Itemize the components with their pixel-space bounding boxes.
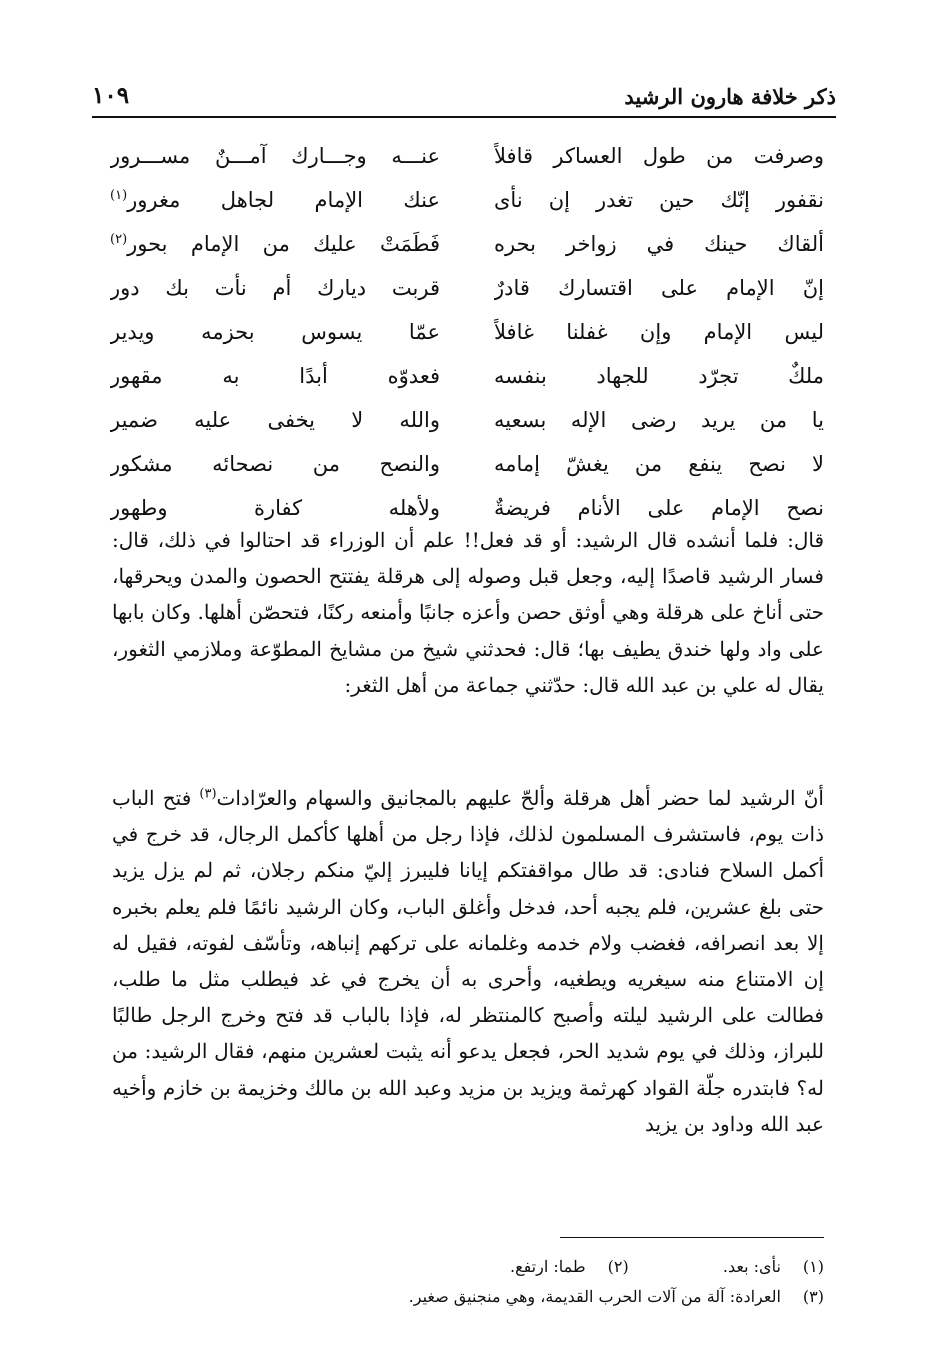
verse-first-hemistich: إنّ الإمام على اقتسارك قادرٌ: [494, 276, 824, 300]
footnote-text: طما: ارتفع.: [509, 1257, 586, 1276]
verse-second-hemistich: فعدوّه أبدًا به مقهور: [110, 364, 440, 388]
running-header: [92, 78, 836, 118]
poem: [110, 136, 824, 532]
verse-second-hemistich: قربت ديارك أم نأت بك دور: [110, 276, 440, 300]
footnote-number: (١): [802, 1257, 824, 1276]
footnote-text: العرادة: آلة من آلات الحرب القديمة، وهي منجنيق صغير.: [408, 1287, 781, 1306]
verse: [110, 224, 824, 268]
verse-second-hemistich: عمّا يسوس بحزمه ويدير: [110, 320, 440, 344]
verse-first-hemistich: وصرفت من طول العساكر قافلاً: [494, 144, 824, 168]
verse-first-hemistich: يا من يريد رضى الإله بسعيه: [494, 408, 824, 432]
verse-first-hemistich: نصح الإمام على الأنام فريضةٌ: [494, 496, 824, 520]
footnote-line: [112, 1252, 824, 1282]
verse: [110, 312, 824, 356]
paragraph: قال: فلما أنشده قال الرشيد: أو قد فعل!! علم أن الوزراء قد احتالوا في ذلك، قال: فسار الرشيد قاصدًا إليه، وجعل قبل وصوله إلى هرقلة يفتتح الحصون والمدن ويحرقها، حتى أناخ على هرقلة وهي أوثق حصن وأعزه جانبًا وأمنعه ركنًا، فتحصّن أهلها. وكان بابها على واد ولها خندق يطيف بها؛ قال: فحدثني شيخ من مشايخ المطوّعة وملازمي الثغور، يقال له علي بن عبد الله قال: حدّثني جماعة من أهل الثغر:: [112, 528, 824, 697]
verse-second-hemistich: عنـــه وجـــارك آمـــنٌ مســـرور: [110, 144, 440, 168]
footnote-line: [112, 1282, 824, 1312]
verse-first-hemistich: لا نصح ينفع من يغشّ إمامه: [494, 452, 824, 476]
footnote-marker: (٢): [110, 232, 128, 247]
chapter-title: ذكر خلافة هارون الرشيد: [624, 84, 836, 109]
footnote-text: نأى: بعد.: [722, 1257, 781, 1276]
header-rule: [92, 116, 836, 118]
paragraph-body: فتح الباب ذات يوم، فاستشرف المسلمون لذلك، فإذا رجل من أهلها كأكمل الرجال، قد خرج في أكمل السلاح فنادى: قد طال مواقفتكم إيانا فليبرز إليّ منكم رجلان، ثم لم يزل يزيد حتى بلغ عشرين، فلم يجبه أحد، فدخل وأغلق الباب، وكان الرشيد نائمًا فلم يعلم بخبره إلا بعد انصرافه، فغضب ولام خدمه وغلمانه على تركهم إنباهه، وتأسّف لفوته، فقيل له إن الامتناع منه سيغريه ويطغيه، وأحرى به أن يخرج في غد فيطلب مثل ما طلب، فطالت على الرشيد ليلته وأصبح كالمنتظر له، فإذا بالباب قد فتح وخرج الرجل طالبًا للبراز، وذلك في يوم شديد الحر، فجعل يدعو أنه يثبت لعشرين منهم، فقال الرشيد: من له؟ فابتدره جلّة القواد كهرثمة ويزيد بن مزيد وعبد الله بن مالك وخزيمة بن خازم وأخيه عبد الله وداود بن يزيد: [112, 786, 824, 1136]
verse-second-hemistich: والله لا يخفى عليه ضمير: [110, 408, 440, 432]
paragraph: [112, 780, 824, 1142]
verse-first-hemistich: ملكٌ تجرّد للجهاد بنفسه: [494, 364, 824, 388]
verse-first-hemistich: ألقاك حينك في زواخر بحره: [494, 232, 824, 256]
verse-text: عنك الإمام لجاهل مغرور: [127, 188, 440, 212]
verse-second-hemistich: ولأهله كفارة وطهور: [110, 496, 440, 520]
verse: [110, 400, 824, 444]
footnote-marker: (٣): [199, 786, 217, 802]
verse: [110, 136, 824, 180]
page-number: ١٠٩: [92, 82, 130, 109]
footnote-number: (٣): [802, 1287, 824, 1306]
verse-second-hemistich: [110, 224, 440, 264]
verse: [110, 268, 824, 312]
footnote-marker: (١): [110, 188, 128, 203]
verse-first-hemistich: ليس الإمام وإن غفلنا غافلاً: [494, 320, 824, 344]
verse-text: فَطَمَتْ عليك من الإمام بحور: [127, 232, 440, 256]
verse: [110, 444, 824, 488]
paragraph-lead: أنّ الرشيد لما حضر أهل هرقلة وألحّ عليهم بالمجانيق والسهام والعرّادات: [216, 786, 824, 810]
verse: [110, 180, 824, 224]
footnote-number: (٢): [607, 1257, 629, 1276]
footnotes: [112, 1252, 824, 1312]
footnote-rule: [560, 1237, 824, 1238]
verse-first-hemistich: نقفور إنّك حين تغدر إن نأى: [494, 188, 824, 212]
verse-second-hemistich: [110, 180, 440, 220]
verse: [110, 356, 824, 400]
verse-second-hemistich: والنصح من نصحائه مشكور: [110, 452, 440, 476]
